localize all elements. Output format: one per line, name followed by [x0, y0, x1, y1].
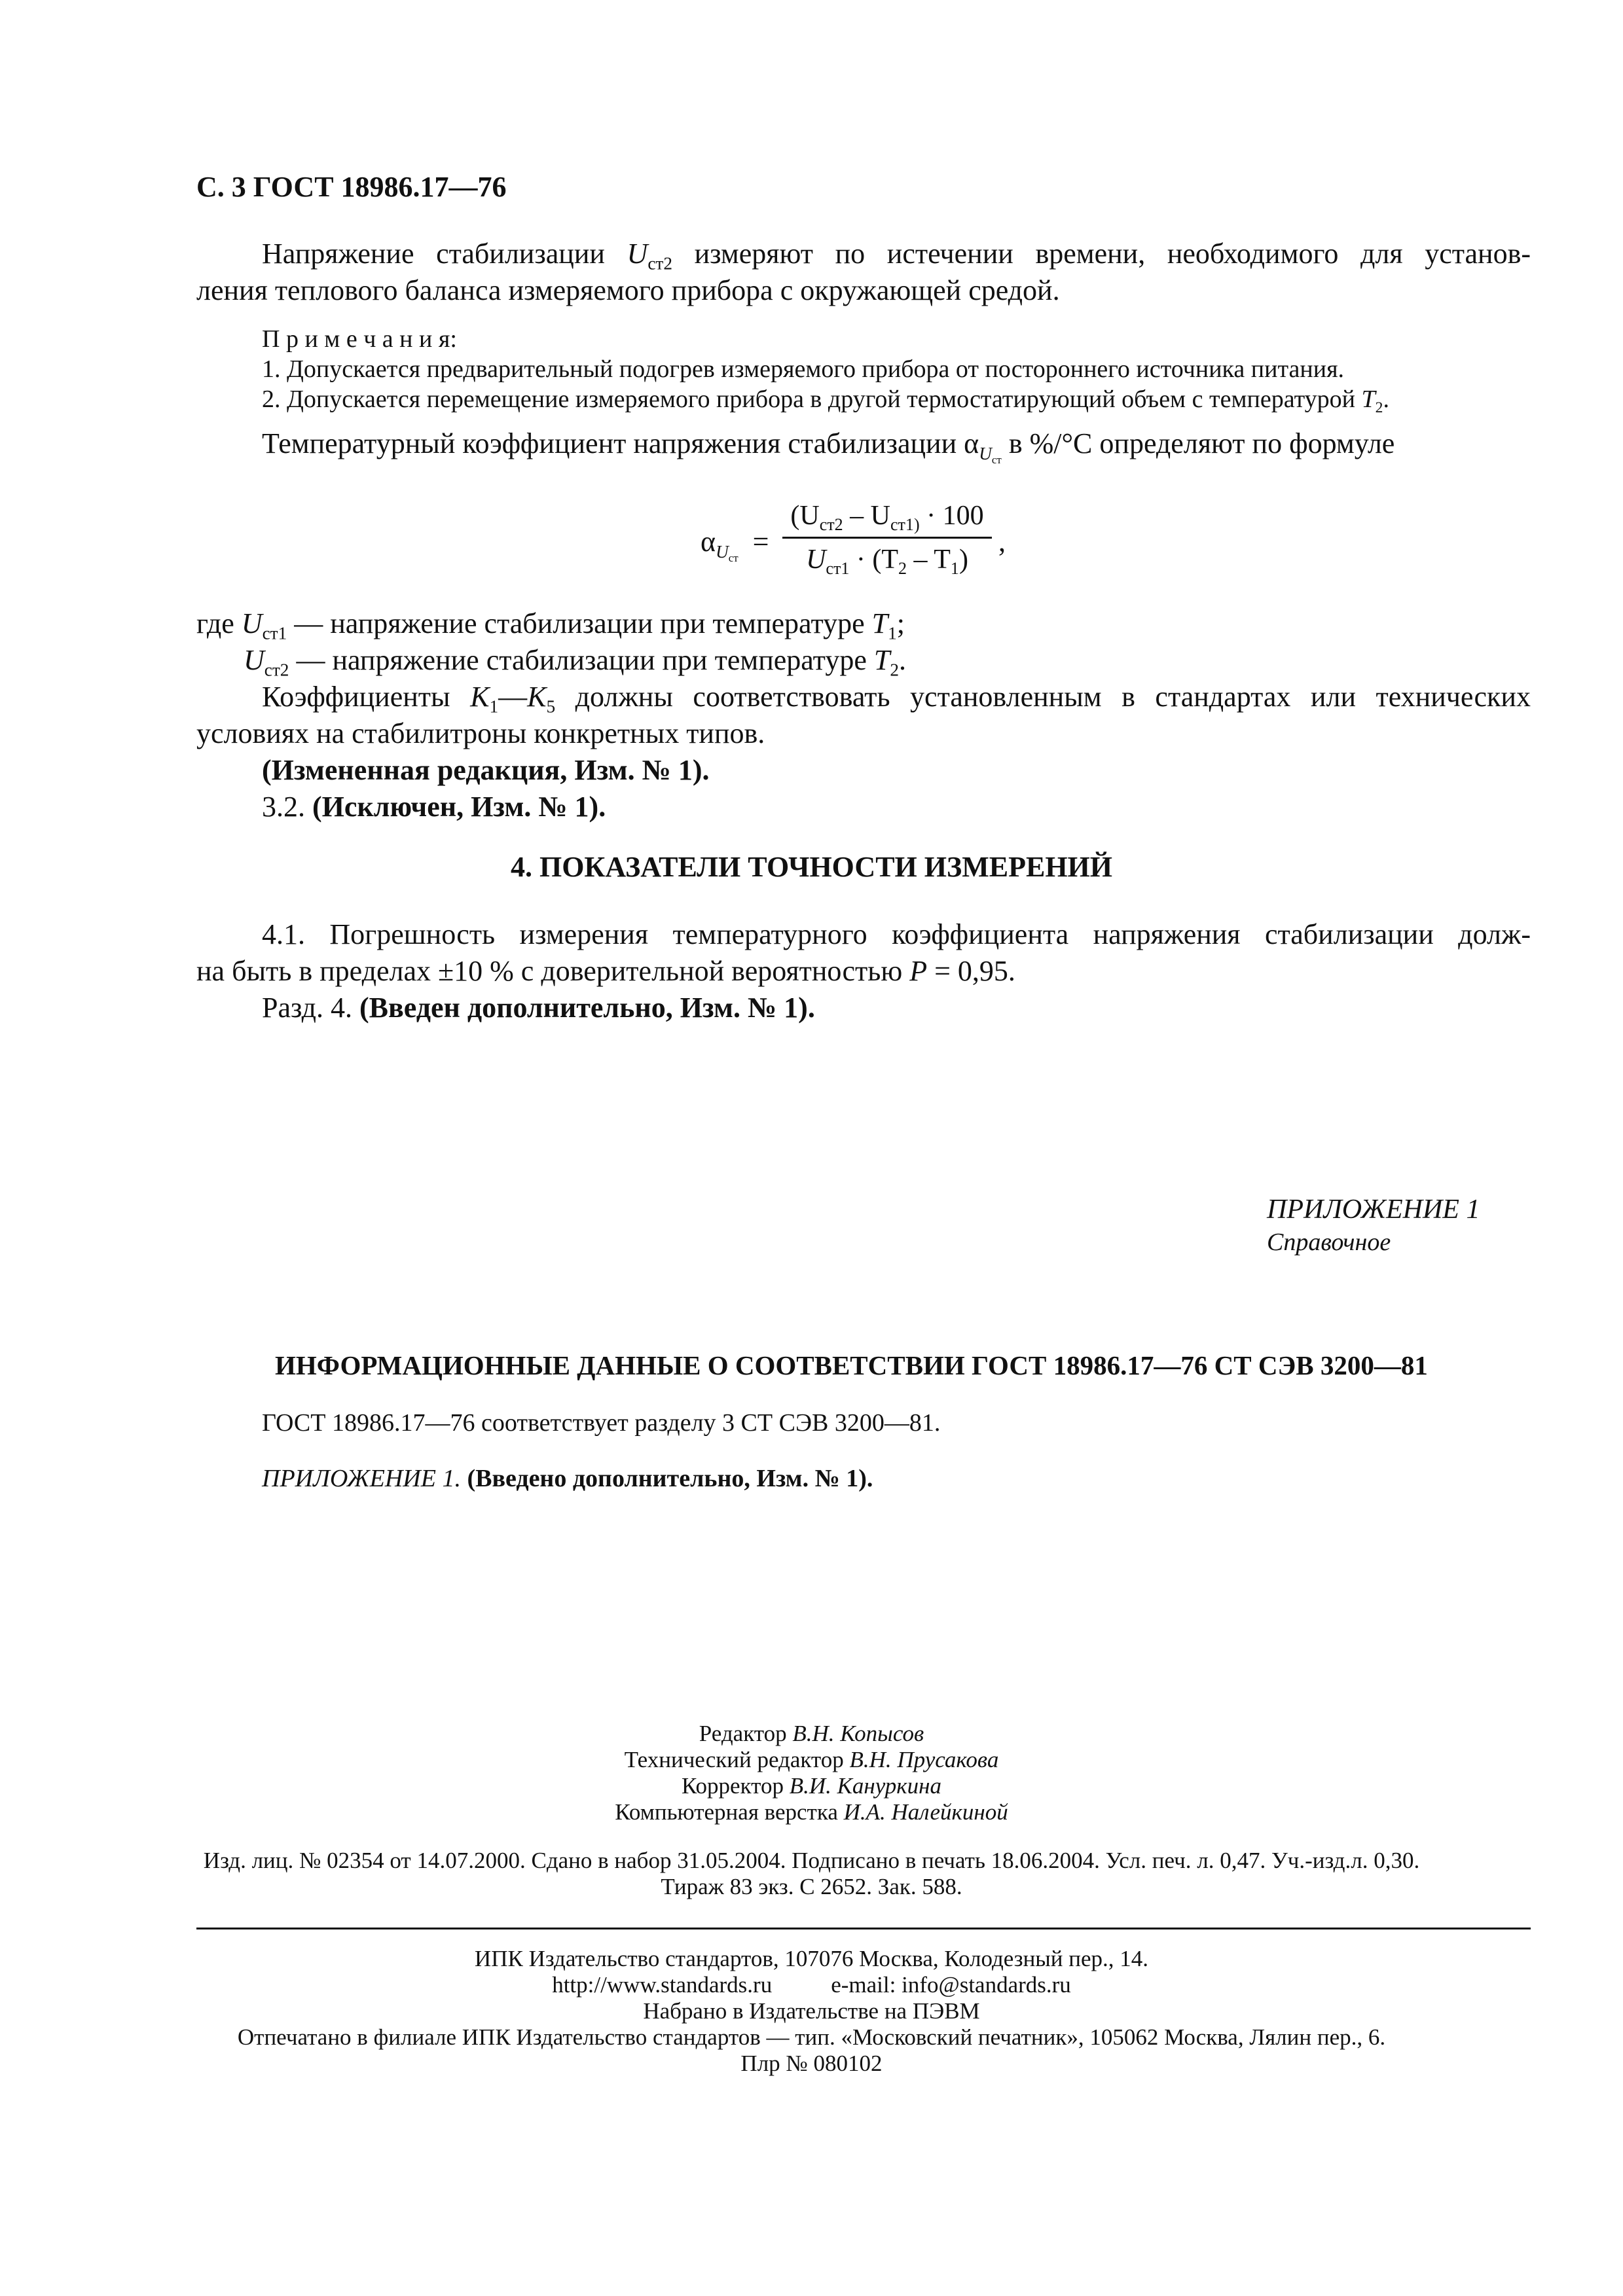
paragraph-line-2: ления теплового баланса измеряемого прибора с окружающей средой. [196, 274, 1060, 306]
section-4-1-line-2 [196, 953, 1015, 990]
text: на быть в пределах ±10 % с доверительной вероятностью [196, 955, 910, 987]
publisher-printed: Отпечатано в филиале ИПК Издательство стандартов — тип. «Московский печатник», 105062 Москва, Лялин пер., 6. [237, 2024, 1386, 2050]
subscript: 1 [489, 696, 499, 717]
text: (Введен дополнительно, Изм. № 1). [359, 992, 815, 1024]
text: — [498, 681, 528, 713]
text: — напряжение стабилизации при температуре [289, 644, 874, 676]
text: — напряжение стабилизации при температуре [287, 607, 872, 639]
text: . [898, 644, 906, 676]
numerator [782, 497, 992, 534]
publisher-typeset: Набрано в Издательстве на ПЭВМ [643, 1998, 980, 2024]
text: В.Н. Копысов [792, 1721, 924, 1746]
symbol-p: P [909, 955, 928, 987]
symbol-u: U [627, 238, 648, 270]
appendix-text: ГОСТ 18986.17—76 соответствует разделу 3 СТ СЭВ 3200—81. [262, 1409, 941, 1437]
symbol-t: T [1361, 386, 1376, 413]
symbol-u: U [241, 607, 263, 639]
note-2 [262, 384, 1389, 415]
text: · 100 [919, 501, 984, 531]
appendix-label: ПРИЛОЖЕНИЕ 1 [1267, 1194, 1480, 1225]
text: . [1383, 386, 1389, 413]
imprint-line-2: Тираж 83 экз. С 2652. Зак. 588. [661, 1874, 962, 1899]
section-4-heading: 4. ПОКАЗАТЕЛИ ТОЧНОСТИ ИЗМЕРЕНИЙ [510, 851, 1113, 883]
text: Температурный коэффициент напряжения стабилизации [262, 427, 964, 459]
formula-comma: , [998, 526, 1006, 558]
subscript: ст2 [819, 515, 843, 535]
subscript: ст2 [647, 253, 672, 274]
credit-tech-editor [0, 1746, 1623, 1774]
text: ) [958, 545, 968, 575]
text: Компьютерная верстка [615, 1799, 844, 1825]
appendix-amendment [262, 1463, 873, 1494]
symbol-k: K [470, 681, 490, 713]
text: Напряжение стабилизации [262, 238, 627, 270]
where-line-1 [196, 605, 905, 642]
equals-sign: = [752, 526, 769, 558]
text: · (T [849, 545, 898, 575]
subscript-st: ст [728, 551, 739, 564]
credit-layout [0, 1799, 1623, 1826]
subscript: 2 [1375, 399, 1383, 417]
section-4-amendment [262, 990, 815, 1026]
email-link[interactable]: e-mail: info@standards.ru [831, 1972, 1071, 1998]
text: U [806, 545, 826, 575]
text: должны соответствовать установленным в стандартах или технических [555, 681, 1531, 713]
subscript: 5 [546, 696, 556, 717]
note-1: 1. Допускается предварительный подогрев измеряемого прибора от постороннего источника питания. [262, 355, 1345, 383]
symbol-u: U [244, 644, 264, 676]
text: (Введено дополнительно, Изм. № 1). [460, 1465, 873, 1492]
amendment-note: (Измененная редакция, Изм. № 1). [262, 754, 710, 786]
paragraph-voltage-measurement [196, 236, 1531, 272]
subscript-st: ст [991, 453, 1002, 466]
subscript: ст1 [826, 559, 850, 579]
where-line-2 [244, 642, 906, 679]
symbol-alpha: α [701, 526, 716, 558]
section-4-1 [196, 916, 1531, 953]
appendix-title: ИНФОРМАЦИОННЫЕ ДАННЫЕ О СООТВЕТСТВИИ ГОСТ 18986.17—76 СТ СЭВ 3200—81 [275, 1350, 1428, 1380]
website-link[interactable]: http://www.standards.ru [552, 1972, 773, 1998]
credit-corrector [0, 1772, 1623, 1800]
fraction-bar [782, 537, 992, 539]
denominator [782, 541, 992, 578]
symbol-t: T [871, 607, 888, 639]
appendix-type: Справочное [1267, 1229, 1391, 1256]
symbol-k: K [527, 681, 547, 713]
paragraph-coefficients-line-2: условиях на стабилитроны конкретных типов. [196, 717, 765, 749]
formula-fraction [782, 497, 992, 578]
item-number: 3.2. [262, 791, 312, 823]
subscript-u: U [716, 541, 729, 562]
text: И.А. Налейкиной [843, 1799, 1008, 1825]
subscript: ст1) [890, 515, 920, 535]
text: измеряют по истечении времени, необходимого для установ- [672, 238, 1531, 270]
imprint-line-1: Изд. лиц. № 02354 от 14.07.2000. Сдано в набор 31.05.2004. Подписано в печать 18.06.2004. Усл. печ. л. 0,47. Уч.-изд.л. 0,30. [203, 1848, 1420, 1873]
text: Редактор [699, 1721, 793, 1746]
subscript: 1 [950, 559, 959, 579]
text: – U [843, 501, 890, 531]
text: = 0,95. [927, 955, 1015, 987]
text: 2. Допускается перемещение измеряемого прибора в другой термостатирующий объем с температурой [262, 386, 1362, 413]
text: Коэффициенты [262, 681, 471, 713]
text: Корректор [681, 1773, 790, 1799]
text: 4.1. Погрешность измерения температурного коэффициента напряжения стабилизации долж- [262, 918, 1531, 950]
credit-editor [0, 1720, 1623, 1748]
page-header: С. 3 ГОСТ 18986.17—76 [196, 171, 507, 203]
symbol-t: T [873, 644, 890, 676]
text: в %/°C определяют по формуле [1001, 427, 1395, 459]
formula-lhs [701, 524, 769, 564]
text: Технический редактор [624, 1747, 850, 1772]
text: ; [896, 607, 905, 639]
subscript: 2 [898, 559, 907, 579]
text: Разд. 4. [262, 992, 359, 1024]
paragraph-coefficients [196, 679, 1531, 715]
publisher-address: ИПК Издательство стандартов, 107076 Москва, Колодезный пер., 14. [474, 1946, 1149, 1971]
subscript: 1 [888, 623, 897, 643]
divider-line [196, 1928, 1531, 1929]
subscript: 2 [890, 660, 899, 680]
publisher-license: Плр № 080102 [740, 2051, 883, 2076]
symbol-alpha: α [964, 427, 979, 459]
paragraph-temperature-coefficient [262, 425, 1395, 466]
text: (U [790, 501, 820, 531]
item-3-2 [262, 789, 606, 825]
text: (Исключен, Изм. № 1). [312, 791, 606, 823]
publisher-contacts [0, 1971, 1623, 1999]
notes-heading: П р и м е ч а н и я: [262, 325, 457, 353]
text: В.Н. Прусакова [849, 1747, 999, 1772]
text: ПРИЛОЖЕНИЕ 1. [262, 1465, 461, 1492]
subscript: ст2 [264, 660, 289, 680]
subscript: ст1 [262, 623, 287, 643]
text: – T [907, 545, 951, 575]
subscript-u: U [979, 443, 992, 463]
text: где [196, 607, 242, 639]
text: В.И. Кануркина [789, 1773, 942, 1799]
